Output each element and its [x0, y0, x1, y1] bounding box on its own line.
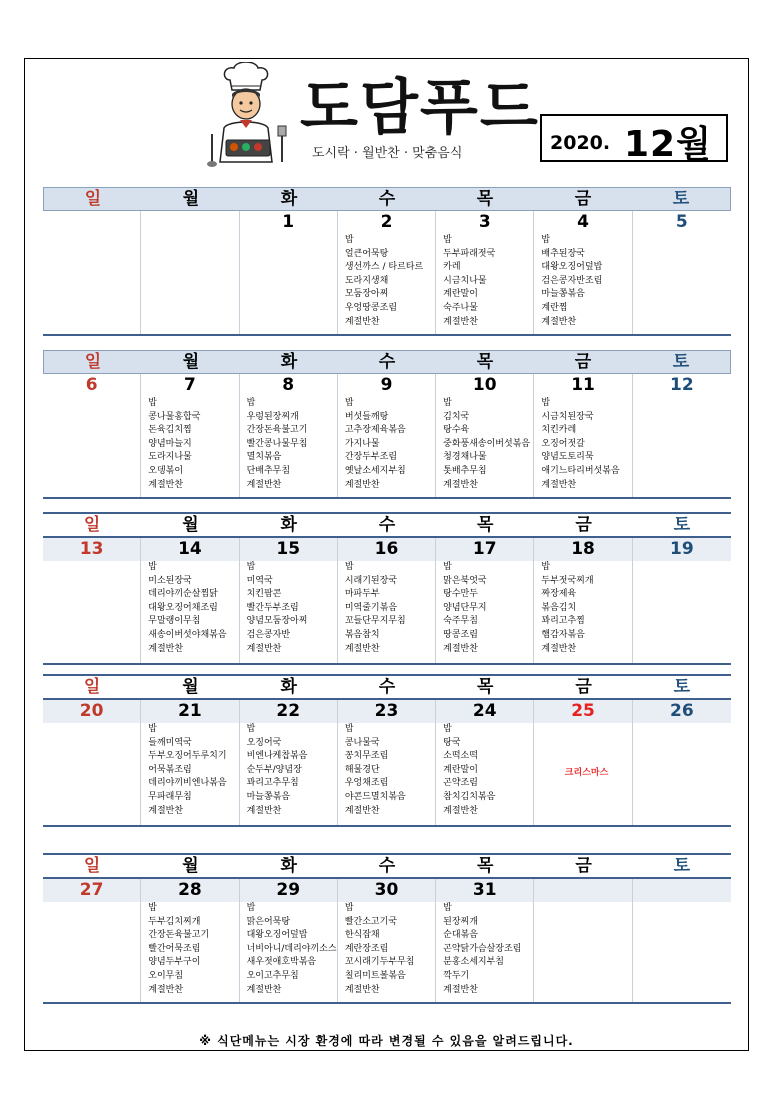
- day-thu: 목: [477, 677, 494, 697]
- menu-item: 생선까스 / 타르타르: [344, 262, 424, 273]
- menu-item: 도라지나물: [148, 452, 192, 463]
- menu-item: 미역줄기볶음: [344, 602, 398, 613]
- menu-item: 치킨팝콘: [246, 589, 282, 600]
- menu-item: 두부젓국찌개: [541, 575, 594, 586]
- menu-item: 애기느타리버섯볶음: [541, 465, 620, 476]
- menu-item: 시래기된장국: [344, 575, 398, 586]
- menu-cell: [534, 561, 632, 663]
- day-sat: 토: [672, 189, 690, 209]
- menu-row: [43, 723, 731, 827]
- date-cell: 4: [534, 211, 632, 234]
- date-cell: [141, 211, 239, 234]
- menu-item: 두부파래젓국: [443, 248, 496, 259]
- menu-item: 계절반찬: [344, 316, 380, 327]
- menu-item: 햄감자볶음: [541, 629, 585, 640]
- menu-item: 소떡소떡: [443, 751, 478, 762]
- menu-item: 단배추무침: [246, 465, 291, 476]
- week-4: [43, 674, 731, 827]
- day-thu: 목: [477, 515, 494, 535]
- menu-item-rice: 밥: [246, 562, 256, 572]
- date-cell: 3: [436, 211, 534, 234]
- menu-item-rice: 밥: [541, 562, 551, 572]
- day-sun: 일: [84, 352, 102, 372]
- menu-item: 무말랭이무침: [148, 616, 201, 627]
- menu-item: 땅콩조림: [443, 629, 478, 640]
- menu-cell: [141, 397, 239, 497]
- menu-item: 탕수만두: [443, 589, 478, 600]
- menu-item: 시금치나물: [443, 275, 487, 286]
- date-row: [43, 536, 731, 561]
- menu-item: 새우젓애호박볶음: [246, 957, 317, 968]
- menu-item: 중화풍새송이버섯볶음: [443, 438, 531, 449]
- menu-cell: [43, 902, 141, 1002]
- menu-item: 오징어젓갈: [541, 438, 585, 449]
- menu-cell: [338, 723, 436, 825]
- menu-item: 짜장제육: [541, 589, 577, 600]
- day-header-row: [43, 853, 731, 877]
- menu-item: 계절반찬: [443, 643, 478, 654]
- menu-item-rice: 밥: [541, 235, 551, 245]
- menu-item: 계절반찬: [344, 479, 380, 490]
- date-cell: 5: [675, 212, 688, 232]
- menu-item: 검은콩자반조림: [541, 275, 603, 286]
- menu-item: 계란장조림: [344, 943, 389, 954]
- menu-cell: [240, 561, 338, 663]
- day-thu: 목: [476, 189, 494, 209]
- menu-item-rice: 밥: [443, 235, 452, 245]
- menu-item: 간장돈육불고기: [246, 425, 308, 436]
- menu-cell: [43, 561, 141, 663]
- menu-cell: [534, 397, 632, 497]
- menu-cell: [338, 902, 436, 1002]
- menu-item: 계절반찬: [148, 479, 184, 490]
- day-mon: 월: [182, 677, 199, 697]
- day-wed: 수: [378, 856, 396, 876]
- day-sun: 일: [84, 189, 102, 209]
- date-row: [43, 698, 731, 723]
- week-5: [43, 853, 731, 1004]
- menu-item: 곤약조림: [443, 778, 478, 789]
- date-cell: 29: [240, 879, 338, 902]
- day-tue: 화: [280, 515, 297, 535]
- menu-item: 미역국: [246, 575, 273, 586]
- menu-item: 얼큰어묵탕: [344, 248, 389, 259]
- holiday-label: 크리스마스: [564, 768, 609, 779]
- menu-item: 대왕오징어덮밥: [246, 930, 308, 941]
- day-tue: 화: [280, 352, 298, 372]
- menu-item-rice: 밥: [148, 562, 157, 572]
- menu-item: 두부오징어두루치기: [148, 751, 227, 762]
- menu-item: 검은콩자반: [246, 629, 291, 640]
- year-label: 2020.: [550, 132, 611, 154]
- date-cell: 8: [240, 374, 338, 397]
- day-sun: 일: [83, 677, 101, 697]
- date-cell: 20: [43, 700, 141, 723]
- menu-item: 계절반찬: [443, 316, 478, 327]
- menu-item: 꼬시래기두부무침: [344, 957, 415, 968]
- date-cell: 22: [240, 700, 338, 723]
- day-tue: 화: [280, 856, 297, 876]
- menu-item: 우렁된장찌개: [246, 411, 299, 422]
- menu-item: 양념도토리묵: [541, 452, 594, 463]
- menu-item: 들깨미역국: [148, 737, 192, 748]
- date-cell: 13: [43, 538, 141, 561]
- menu-item: 계절반찬: [246, 479, 282, 490]
- menu-cell: [240, 234, 338, 334]
- date-cell: 23: [338, 700, 436, 723]
- menu-item-rice: 밥: [344, 398, 354, 408]
- menu-item: 꼬들단무지무침: [344, 616, 406, 627]
- menu-item: 카레: [443, 262, 461, 273]
- menu-cell: [436, 902, 534, 1002]
- menu-cell: [43, 397, 141, 497]
- day-thu: 목: [477, 856, 494, 876]
- day-sat: 토: [673, 856, 691, 876]
- date-cell: 27: [43, 879, 141, 902]
- menu-item: 모둠장아찌: [344, 289, 389, 300]
- menu-item: 해물경단: [344, 764, 380, 775]
- menu-item: 숙주무침: [443, 616, 478, 627]
- menu-item: 계절반찬: [541, 643, 577, 654]
- menu-cell: [436, 234, 534, 334]
- menu-row: [43, 561, 731, 665]
- menu-item: 볶음김치: [541, 602, 577, 613]
- date-row: [43, 211, 731, 234]
- menu-item: 계란찜: [541, 302, 568, 313]
- menu-item: 오뎅볶이: [148, 465, 184, 476]
- day-thu: 목: [476, 352, 494, 372]
- menu-item: 순두부/양념장: [246, 764, 302, 775]
- menu-cell: [436, 397, 534, 497]
- date-cell: 21: [141, 700, 239, 723]
- menu-cell: [534, 234, 632, 334]
- menu-item: 마늘쫑볶음: [541, 289, 585, 300]
- date-cell: 1: [240, 211, 338, 234]
- menu-cell: [633, 723, 731, 825]
- menu-row: [43, 397, 731, 499]
- date-cell: 15: [240, 538, 338, 561]
- day-wed: 수: [378, 189, 396, 209]
- menu-item: 맑은어묵탕: [246, 916, 291, 927]
- date-cell: 24: [436, 700, 534, 723]
- menu-item: 계절반찬: [344, 805, 380, 816]
- menu-cell: [436, 723, 534, 825]
- menu-item: 양념모둠장아찌: [246, 616, 308, 627]
- menu-item: 간장두부조림: [344, 452, 398, 463]
- menu-cell: [534, 723, 632, 825]
- menu-item: 오이무침: [148, 970, 184, 981]
- menu-item: 빨간어묵조림: [148, 943, 201, 954]
- menu-item: 계절반찬: [344, 643, 380, 654]
- day-header-row: [43, 187, 731, 211]
- menu-item: 비엔나케찹볶음: [246, 751, 308, 762]
- day-mon: 월: [182, 856, 199, 876]
- date-cell: 6: [43, 374, 141, 397]
- date-cell: 16: [338, 538, 436, 561]
- menu-item: 미소된장국: [148, 575, 192, 586]
- menu-item: 꽈리고추무침: [246, 778, 299, 789]
- month-label: 12월: [624, 124, 712, 165]
- day-header-row: [43, 674, 731, 698]
- menu-item: 깍두기: [443, 970, 470, 981]
- menu-item: 탕수육: [443, 425, 470, 436]
- menu-item: 청경채나물: [443, 452, 487, 463]
- menu-item: 계절반찬: [246, 984, 282, 995]
- menu-item-rice: 밥: [246, 398, 256, 408]
- menu-item: 두부김치찌개: [148, 916, 201, 927]
- menu-item-rice: 밥: [443, 562, 452, 572]
- day-mon: 월: [182, 515, 199, 535]
- date-cell: 2: [338, 211, 436, 234]
- date-cell: 19: [669, 539, 694, 559]
- date-cell: 14: [141, 538, 239, 561]
- menu-cell: [43, 723, 141, 825]
- menu-item-rice: 밥: [148, 903, 157, 913]
- day-fri: 금: [575, 677, 592, 697]
- menu-item: 배추된장국: [541, 248, 585, 259]
- menu-item: 계절반찬: [148, 984, 184, 995]
- date-cell: 12: [669, 375, 694, 395]
- menu-item: 한식잡채: [344, 930, 380, 941]
- day-header-row: [43, 512, 731, 536]
- menu-cell: [338, 561, 436, 663]
- menu-item: 대왕오징어덮밥: [541, 262, 603, 273]
- day-sun: 일: [83, 515, 101, 535]
- menu-item: 어묵볶조림: [148, 764, 192, 775]
- menu-item: 옛날소세지부침: [344, 465, 406, 476]
- day-mon: 월: [182, 189, 200, 209]
- menu-cell: [240, 902, 338, 1002]
- menu-item: 계절반찬: [443, 805, 478, 816]
- menu-item: 계절반찬: [246, 805, 282, 816]
- menu-item: 칠리미트볼볶음: [344, 970, 406, 981]
- date-cell: 9: [338, 374, 436, 397]
- menu-item: 참치김치볶음: [443, 791, 496, 802]
- menu-item: 숙주나물: [443, 302, 478, 313]
- date-cell: 7: [141, 374, 239, 397]
- day-sun: 일: [83, 856, 101, 876]
- menu-item: 데리야끼비엔나볶음: [148, 778, 227, 789]
- date-cell: 18: [534, 538, 632, 561]
- menu-item: 콩나물홍합국: [148, 411, 201, 422]
- menu-item: 꽈리고추찜: [541, 616, 585, 627]
- menu-item-rice: 밥: [344, 903, 354, 913]
- menu-item: 양념두부구이: [148, 957, 201, 968]
- date-row: [43, 877, 731, 902]
- menu-item-rice: 밥: [344, 235, 354, 245]
- menu-item-rice: 밥: [148, 724, 157, 734]
- menu-item: 버섯들깨탕: [344, 411, 389, 422]
- menu-cell: [141, 902, 239, 1002]
- menu-item: 빨간소고기국: [344, 916, 398, 927]
- day-header-row: [43, 350, 731, 374]
- day-sat: 토: [673, 677, 691, 697]
- menu-item: 계절반찬: [246, 643, 282, 654]
- menu-item: 양념마늘지: [148, 438, 192, 449]
- menu-item-rice: 밥: [246, 724, 256, 734]
- menu-item: 김치국: [443, 411, 470, 422]
- menu-item: 계란말이: [443, 764, 478, 775]
- menu-item: 콩나물국: [344, 737, 380, 748]
- day-tue: 화: [280, 677, 297, 697]
- day-fri: 금: [575, 856, 592, 876]
- menu-item: 무파래무침: [148, 791, 192, 802]
- menu-cell: [633, 902, 731, 1002]
- menu-item: 치킨카레: [541, 425, 577, 436]
- menu-item: 맑은북엇국: [443, 575, 487, 586]
- menu-item: 간장돈육불고기: [148, 930, 210, 941]
- menu-cell: [240, 397, 338, 497]
- menu-item: 된장찌개: [443, 916, 478, 927]
- date-cell: [633, 879, 731, 902]
- menu-cell: [43, 234, 141, 334]
- menu-cell: [141, 234, 239, 334]
- week-3: [43, 512, 731, 665]
- day-tue: 화: [280, 189, 298, 209]
- menu-item: 순대볶음: [443, 930, 478, 941]
- menu-item: 빨간콩나물무침: [246, 438, 308, 449]
- menu-item: 계절반찬: [344, 984, 380, 995]
- menu-item-rice: 밥: [443, 398, 452, 408]
- menu-cell: [633, 397, 731, 497]
- menu-item: 계절반찬: [541, 316, 577, 327]
- date-cell: 31: [436, 879, 534, 902]
- menu-item: 분홍소세지부침: [443, 957, 504, 968]
- menu-cell: [141, 723, 239, 825]
- menu-cell: [633, 234, 731, 334]
- menu-item-rice: 밥: [443, 903, 452, 913]
- menu-item: 마파두부: [344, 589, 380, 600]
- menu-item: 계절반찬: [541, 479, 577, 490]
- menu-item: 오징어국: [246, 737, 282, 748]
- week-2: [43, 350, 731, 499]
- menu-item: 우엉채조림: [344, 778, 389, 789]
- brand-title: 도담푸드: [300, 73, 540, 143]
- menu-item: 고추장제육볶음: [344, 425, 406, 436]
- menu-row: [43, 234, 731, 336]
- menu-item-rice: 밥: [344, 562, 354, 572]
- menu-item: 우엉땅콩조림: [344, 302, 398, 313]
- menu-item: 데리야끼순살찜닭: [148, 589, 218, 600]
- menu-item: 톳배추무침: [443, 465, 487, 476]
- date-cell: [534, 879, 632, 902]
- menu-item-rice: 밥: [148, 398, 157, 408]
- menu-item-rice: 밥: [344, 724, 354, 734]
- menu-cell: [633, 561, 731, 663]
- menu-item: 야콘드멸치볶음: [344, 791, 406, 802]
- menu-row: [43, 902, 731, 1004]
- menu-item: 도라지생채: [344, 275, 389, 286]
- date-cell: 10: [436, 374, 534, 397]
- menu-item: 곤약닭가슴살장조림: [443, 943, 522, 954]
- day-fri: 금: [574, 189, 592, 209]
- date-cell: [43, 211, 141, 234]
- menu-item: 빨간두부조림: [246, 602, 299, 613]
- menu-item-rice: 밥: [246, 903, 256, 913]
- menu-item-rice: 밥: [541, 398, 551, 408]
- menu-item: 계절반찬: [148, 643, 184, 654]
- menu-item: 계란말이: [443, 289, 478, 300]
- menu-item: 너비아니/데리야끼소스: [246, 943, 337, 954]
- date-row: [43, 374, 731, 397]
- date-cell: 26: [669, 701, 694, 721]
- menu-cell: [141, 561, 239, 663]
- menu-cell: [534, 902, 632, 1002]
- week-1: [43, 187, 731, 336]
- month-box: [540, 114, 728, 165]
- menu-item: 계절반찬: [148, 805, 184, 816]
- menu-item: 마늘쫑볶음: [246, 791, 291, 802]
- menu-item: 멸치볶음: [246, 452, 282, 463]
- day-wed: 수: [378, 677, 396, 697]
- menu-cell: [436, 561, 534, 663]
- day-wed: 수: [378, 352, 396, 372]
- date-cell-holiday: 25: [534, 700, 632, 723]
- menu-item: 새송이버섯야채볶음: [148, 629, 227, 640]
- menu-item: 계절반찬: [443, 479, 478, 490]
- day-sat: 토: [672, 352, 690, 372]
- date-cell: 28: [141, 879, 239, 902]
- date-cell: 30: [338, 879, 436, 902]
- date-cell: 17: [436, 538, 534, 561]
- menu-item: 꽁치무조림: [344, 751, 389, 762]
- day-fri: 금: [575, 515, 592, 535]
- day-mon: 월: [182, 352, 200, 372]
- day-wed: 수: [378, 515, 396, 535]
- chef-icon: [200, 62, 295, 172]
- day-fri: 금: [574, 352, 592, 372]
- notice-text: ※ 식단메뉴는 시장 환경에 따라 변경될 수 있음을 알려드립니다.: [199, 1034, 574, 1048]
- brand-subtitle: 도시락 · 월반찬 · 맞춤음식: [312, 146, 463, 161]
- menu-cell: [338, 234, 436, 334]
- day-sat: 토: [673, 515, 691, 535]
- menu-item: 대왕오징어채조림: [148, 602, 218, 613]
- menu-item: 가지나물: [344, 438, 380, 449]
- menu-item: 양념단무지: [443, 602, 487, 613]
- menu-item: 돈육김치찜: [148, 425, 192, 436]
- menu-item: 계절반찬: [443, 984, 478, 995]
- menu-cell: [338, 397, 436, 497]
- menu-item-rice: 밥: [443, 724, 452, 734]
- menu-item: 시금치된장국: [541, 411, 594, 422]
- menu-item: 탕국: [443, 737, 461, 748]
- date-cell: 11: [534, 374, 632, 397]
- menu-item: 볶음참치: [344, 629, 380, 640]
- menu-item: 오이고추무침: [246, 970, 299, 981]
- menu-cell: [240, 723, 338, 825]
